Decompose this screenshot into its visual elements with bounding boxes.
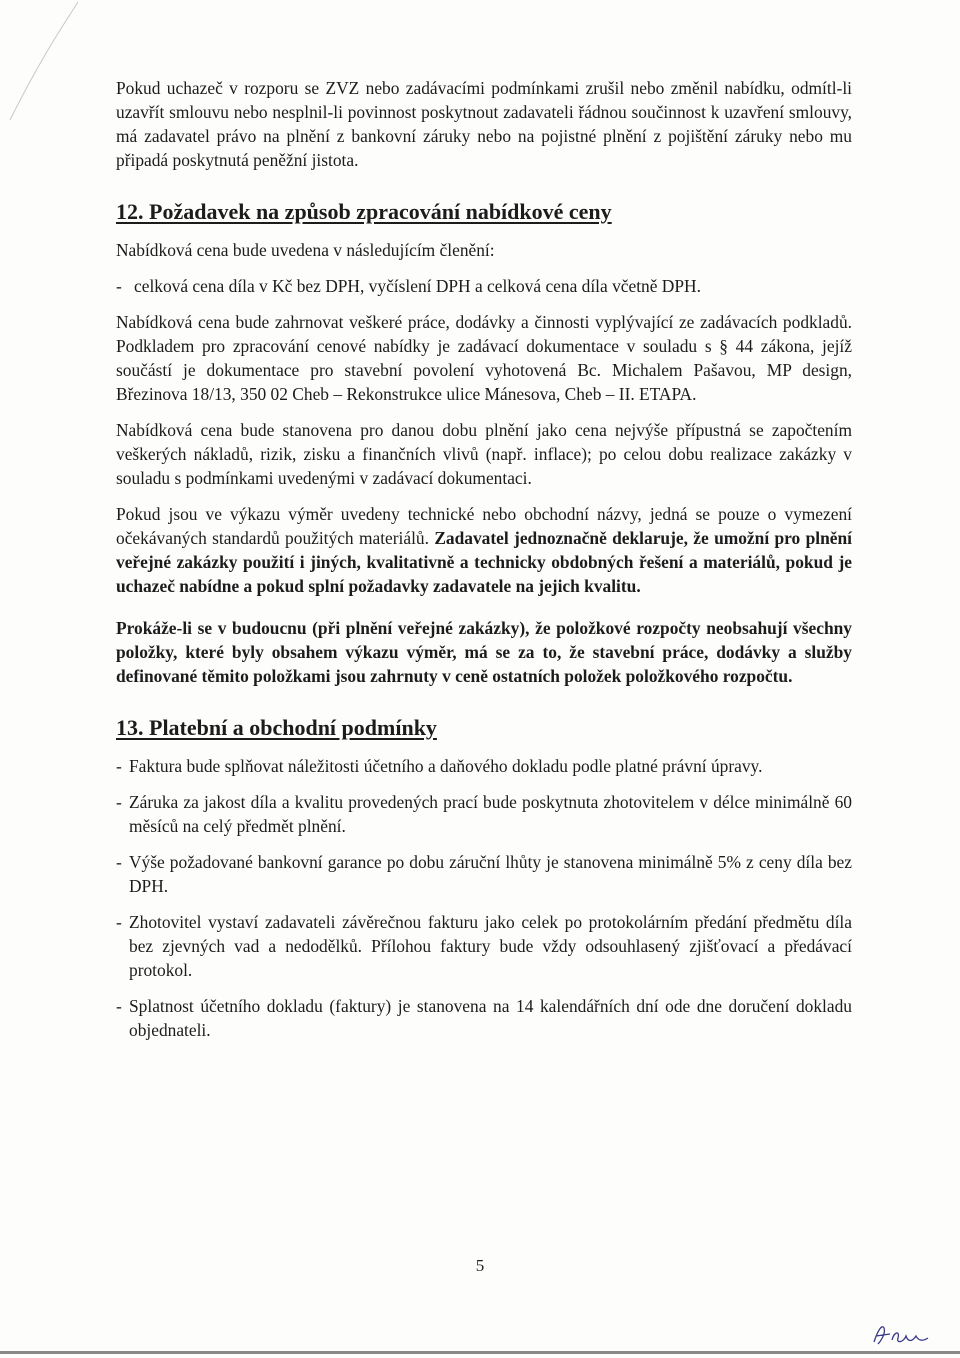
page-content (116, 76, 852, 1042)
page-number: 5 (475, 1256, 485, 1275)
intro-paragraph: Pokud uchazeč v rozporu se ZVZ nebo zadávacími podmínkami zrušil nebo změnil nabídku, odmítl-li uzavřít smlouvu nebo nesplnil-li povinnost poskytnout zadavateli řádnou součinnost k uzavření smlouvy, má zadavatel právo na plnění z bankovní záruky nebo na pojistné plnění z pojištění záruky nebo mu připadá poskytnutá peněžní jistota. (116, 78, 852, 170)
payment-term-text: Záruka za jakost díla a kvalitu provedených prací bude poskytnuta zhotovitelem v délce minimálně 60 měsíců na celý předmět plnění. (129, 792, 852, 836)
scan-artifact-line (0, 0, 120, 140)
paragraph-4-normal-text: Pokud jsou ve výkazu výměr uvedeny technické nebo obchodní názvy, jedná se pouze o vymezení očekávaných standardů použitých materiálů. (116, 504, 852, 548)
payment-term-text: Výše požadované bankovní garance po dobu záruční lhůty je stanovena minimálně 5% z ceny díla bez DPH. (129, 852, 852, 896)
payment-term-item (116, 754, 852, 778)
scan-bottom-edge (0, 1351, 960, 1354)
payment-term-item (116, 850, 852, 898)
section-12-paragraph-3: Nabídková cena bude stanovena pro danou dobu plnění jako cena nejvýše přípustná se započtením veškerých nákladů, rizik, zisku a finančních vlivů (např. inflace); po celou dobu realizace zakázky v souladu s podmínkami uvedenými v zadávací dokumentaci. (116, 420, 852, 488)
section-12-paragraph-2: Nabídková cena bude zahrnovat veškeré práce, dodávky a činnosti vyplývající ze zadávacích podkladů. Podkladem pro zpracování cenové nabídky je zadávací dokumentace v souladu s § 44 zákona, jejíž součástí je dokumentace pro stavební povolení vyhotovená Bc. Michalem Pašavou, MP design, Březinova 18/13, 350 02 Cheb – Rekonstrukce ulice Mánesova, Cheb – II. ETAPA. (116, 312, 852, 404)
list-dash: - (116, 756, 122, 776)
paragraph-4-bold-text: Zadavatel jednoznačně deklaruje, že umožní pro plnění veřejné zakázky použití i jiných, kvalitativně a technicky obdobných řešení a materiálů, pokud je uchazeč nabídne a pokud splní požadavky zadavatele na jejich kvalitu. (116, 528, 852, 596)
section-12-intro: Nabídková cena bude uvedena v následujícím členění: (116, 240, 495, 260)
payment-term-item (116, 910, 852, 982)
payment-term-item (116, 994, 852, 1042)
payment-term-item (116, 790, 852, 838)
price-breakdown-text: celková cena díla v Kč bez DPH, vyčíslení DPH a celková cena díla včetně DPH. (134, 276, 701, 296)
list-dash: - (116, 852, 122, 872)
section-13-heading: 13. Platební a obchodní podmínky (116, 715, 437, 740)
handwritten-signature (870, 1320, 940, 1350)
payment-term-text: Faktura bude splňovat náležitosti účetního a daňového dokladu podle platné právní úpravy. (129, 756, 763, 776)
payment-term-text: Splatnost účetního dokladu (faktury) je stanovena na 14 kalendářních dní ode dne doručení dokladu objednateli. (129, 996, 852, 1040)
section-12-paragraph-4 (116, 502, 852, 598)
payment-term-text: Zhotovitel vystaví zadavateli závěrečnou fakturu jako celek po protokolárním předání předmětu díla bez zjevných vad a nedodělků. Přílohou faktury bude vždy odsouhlasený zjišťovací a předávací protokol. (129, 912, 852, 980)
list-dash: - (116, 276, 122, 296)
list-dash: - (116, 792, 122, 812)
price-breakdown-item (116, 274, 852, 298)
list-dash: - (116, 912, 122, 932)
list-dash: - (116, 996, 122, 1016)
section-12-paragraph-5: Prokáže-li se v budoucnu (při plnění veřejné zakázky), že položkové rozpočty neobsahují všechny položky, které byly obsahem výkazu výměr, má se za to, že stavební práce, dodávky a služby definované těmito položkami jsou zahrnuty v ceně ostatních položek položkového rozpočtu. (116, 618, 852, 686)
section-12-heading: 12. Požadavek na způsob zpracování nabídkové ceny (116, 199, 612, 224)
